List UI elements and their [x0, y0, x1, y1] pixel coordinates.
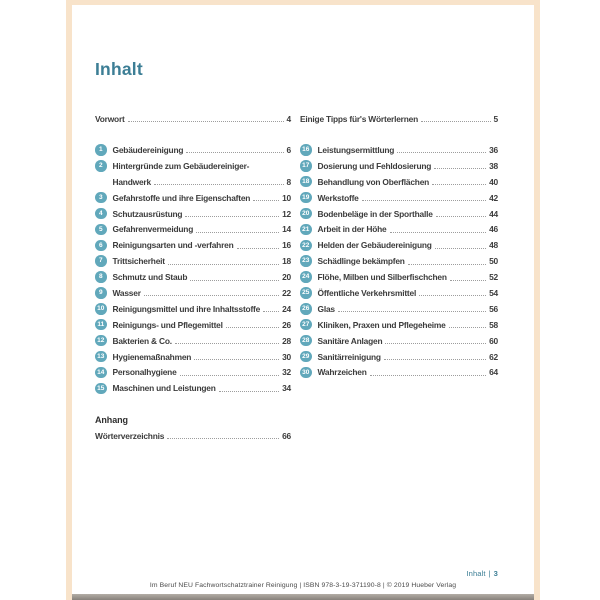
entry-title: Reinigungs- und Pflegemittel [112, 319, 223, 330]
dot-leader [263, 311, 279, 312]
chapter-number-badge: 14 [95, 367, 107, 379]
entry-page-number: 64 [489, 367, 498, 378]
entry-page-number: 8 [286, 176, 291, 187]
entry-title: Leistungsermittlung [317, 144, 395, 155]
toc-entry [95, 269, 291, 285]
chapter-number-badge: 26 [300, 303, 312, 315]
entry-title: Flöhe, Milben und Silberfischchen [317, 272, 447, 283]
dot-leader [338, 311, 486, 312]
entry-page-number: 44 [489, 208, 498, 219]
entry-title: Schädlinge bekämpfen [317, 256, 405, 267]
toc-entry [300, 237, 498, 253]
dot-leader [144, 295, 279, 296]
dot-leader [390, 232, 487, 233]
toc-entry [300, 349, 498, 365]
toc-entry [95, 142, 291, 158]
book-page [66, 0, 540, 600]
dot-leader [237, 248, 280, 249]
dot-leader [362, 200, 486, 201]
dot-leader [168, 264, 279, 265]
toc-entry [95, 158, 291, 174]
toc-entry [95, 111, 291, 127]
chapter-number-badge: 22 [300, 240, 312, 252]
chapter-number-badge: 8 [95, 271, 107, 283]
toc-entry [95, 333, 291, 349]
entry-page-number: 60 [489, 335, 498, 346]
entry-title: Hintergründe zum Gebäudereiniger- [112, 160, 250, 171]
entry-title: Werkstoffe [317, 192, 359, 203]
entry-title: Gefahrstoffe und ihre Eigenschaften [112, 192, 251, 203]
toc-entry [300, 364, 498, 380]
toc-entry [95, 301, 291, 317]
toc-entry [300, 142, 498, 158]
entry-page-number: 18 [282, 256, 291, 267]
toc-entry [300, 158, 498, 174]
toc-column-left [95, 142, 291, 396]
chapter-number-badge: 5 [95, 224, 107, 236]
entry-title: Reinigungsmittel und ihre Inhaltsstoffe [112, 303, 261, 314]
entry-title: Wahrzeichen [317, 367, 367, 378]
chapter-number-badge: 11 [95, 319, 107, 331]
pagination-page-number: 3 [493, 569, 498, 578]
entry-title: Handwerk [112, 176, 151, 187]
toc-entry [300, 190, 498, 206]
toc-entry [300, 269, 498, 285]
entry-page-number: 40 [489, 176, 498, 187]
dot-leader [385, 343, 486, 344]
chapter-number-badge: 6 [95, 240, 107, 252]
entry-page-number: 56 [489, 303, 498, 314]
toc-entry [95, 206, 291, 222]
entry-page-number: 32 [282, 367, 291, 378]
dot-leader [449, 327, 486, 328]
chapter-number-badge: 13 [95, 351, 107, 363]
entry-page-number: 66 [282, 430, 291, 441]
chapter-number-badge: 23 [300, 255, 312, 267]
dot-leader [434, 168, 486, 169]
page-pagination [300, 569, 498, 578]
entry-title: Schutzausrüstung [112, 208, 183, 219]
entry-title: Bodenbeläge in der Sporthalle [317, 208, 433, 219]
dot-leader [435, 248, 486, 249]
intro-entry-left [95, 111, 291, 127]
imprint-line: Im Beruf NEU Fachwortschatztrainer Reinigung | ISBN 978-3-19-371190-8 | © 2019 Hueber Verlag [149, 582, 457, 589]
dot-leader [419, 295, 486, 296]
entry-page-number: 48 [489, 240, 498, 251]
dot-leader [190, 280, 279, 281]
dot-leader [384, 359, 486, 360]
chapter-number-badge: 30 [300, 367, 312, 379]
entry-title: Wasser [112, 287, 141, 298]
dot-leader [219, 391, 279, 392]
entry-title: Kliniken, Praxen und Pflegeheime [317, 319, 446, 330]
entry-title: Dosierung und Fehldosierung [317, 160, 432, 171]
chapter-number-badge: 3 [95, 192, 107, 204]
entry-title: Arbeit in der Höhe [317, 224, 387, 235]
toc-entry [95, 174, 291, 190]
dot-leader [421, 121, 491, 122]
entry-page-number: 14 [282, 224, 291, 235]
dot-leader [185, 216, 279, 217]
dot-leader [226, 327, 279, 328]
toc-entry [95, 380, 291, 396]
dot-leader [370, 375, 486, 376]
toc-entry [300, 253, 498, 269]
toc-entry [95, 253, 291, 269]
entry-title: Behandlung von Oberflächen [317, 176, 430, 187]
toc-entry [95, 349, 291, 365]
chapter-number-badge: 17 [300, 160, 312, 172]
chapter-number-badge: 18 [300, 176, 312, 188]
dot-leader [186, 152, 283, 153]
entry-title: Sanitärreinigung [317, 351, 381, 362]
chapter-number-badge: 10 [95, 303, 107, 315]
chapter-number-badge: 2 [95, 160, 107, 172]
toc-entry [300, 333, 498, 349]
dot-leader [194, 359, 279, 360]
toc-column-right [300, 142, 498, 380]
dot-leader [408, 264, 486, 265]
entry-title: Personalhygiene [112, 367, 177, 378]
dot-leader [436, 216, 486, 217]
entry-page-number: 26 [282, 319, 291, 330]
toc-entry [95, 428, 291, 444]
entry-page-number: 34 [282, 383, 291, 394]
chapter-number-badge: 7 [95, 255, 107, 267]
chapter-number-badge: 27 [300, 319, 312, 331]
dot-leader [180, 375, 280, 376]
pagination-separator: | [488, 569, 491, 578]
entry-title: Öffentliche Verkehrsmittel [317, 287, 417, 298]
chapter-number-badge: 9 [95, 287, 107, 299]
chapter-number-badge: 28 [300, 335, 312, 347]
entry-page-number: 16 [282, 240, 291, 251]
toc-entry [300, 221, 498, 237]
dot-leader [432, 184, 486, 185]
entry-page-number: 10 [282, 192, 291, 203]
entry-page-number: 12 [282, 208, 291, 219]
chapter-number-badge: 12 [95, 335, 107, 347]
dot-leader [450, 280, 486, 281]
entry-page-number: 24 [282, 303, 291, 314]
dot-leader [128, 121, 284, 122]
appendix-section [95, 412, 291, 444]
entry-page-number: 20 [282, 272, 291, 283]
entry-title: Reinigungsarten und -verfahren [112, 240, 234, 251]
page-title: Inhalt [95, 59, 143, 79]
entry-page-number: 54 [489, 287, 498, 298]
entry-title: Maschinen und Leistungen [112, 383, 216, 394]
entry-page-number: 6 [286, 144, 291, 155]
entry-page-number: 30 [282, 351, 291, 362]
toc-entry [300, 317, 498, 333]
appendix-entries [95, 428, 291, 444]
entry-title: Glas [317, 303, 335, 314]
chapter-number-badge: 24 [300, 271, 312, 283]
toc-entry [300, 174, 498, 190]
entry-title: Sanitäre Anlagen [317, 335, 383, 346]
dot-leader [154, 184, 284, 185]
chapter-number-badge: 29 [300, 351, 312, 363]
entry-page-number: 58 [489, 319, 498, 330]
toc-entry [95, 237, 291, 253]
page-content [72, 5, 534, 600]
toc-entry [300, 206, 498, 222]
chapter-number-badge: 20 [300, 208, 312, 220]
chapter-number-badge: 16 [300, 144, 312, 156]
chapter-number-badge: 19 [300, 192, 312, 204]
entry-title: Trittsicherheit [112, 256, 165, 267]
entry-title: Bakterien & Co. [112, 335, 172, 346]
pagination-section-label: Inhalt [466, 569, 486, 578]
entry-title: Hygienemaßnahmen [112, 351, 192, 362]
entry-page-number: 22 [282, 287, 291, 298]
intro-entry-right [300, 111, 498, 127]
entry-title: Gebäudereinigung [112, 144, 184, 155]
dot-leader [397, 152, 486, 153]
entry-page-number: 5 [493, 113, 498, 124]
entry-title: Vorwort [95, 113, 125, 124]
appendix-heading: Anhang [95, 415, 128, 425]
toc-entry [95, 364, 291, 380]
entry-title: Gefahrenvermeidung [112, 224, 194, 235]
page-bottom-shadow [72, 594, 534, 600]
entry-title: Schmutz und Staub [112, 272, 188, 283]
chapter-number-badge: 1 [95, 144, 107, 156]
entry-page-number: 52 [489, 272, 498, 283]
chapter-number-badge: 25 [300, 287, 312, 299]
chapter-number-badge: 4 [95, 208, 107, 220]
entry-page-number: 50 [489, 256, 498, 267]
entry-page-number: 42 [489, 192, 498, 203]
dot-leader [167, 438, 279, 439]
entry-page-number: 38 [489, 160, 498, 171]
dot-leader [175, 343, 279, 344]
toc-entry [300, 301, 498, 317]
toc-entry [95, 285, 291, 301]
toc-entry [95, 190, 291, 206]
dot-leader [253, 200, 279, 201]
entry-page-number: 28 [282, 335, 291, 346]
toc-entry [300, 111, 498, 127]
chapter-number-badge: 21 [300, 224, 312, 236]
entry-page-number: 36 [489, 144, 498, 155]
toc-entry [300, 285, 498, 301]
entry-page-number: 62 [489, 351, 498, 362]
toc-entry [95, 317, 291, 333]
entry-page-number: 46 [489, 224, 498, 235]
dot-leader [196, 232, 279, 233]
entry-title: Wörterverzeichnis [95, 430, 165, 441]
toc-entry [95, 221, 291, 237]
chapter-number-badge: 15 [95, 383, 107, 395]
entry-page-number: 4 [286, 113, 291, 124]
entry-title: Einige Tipps für's Wörterlernen [300, 113, 419, 124]
entry-title: Helden der Gebäudereinigung [317, 240, 432, 251]
